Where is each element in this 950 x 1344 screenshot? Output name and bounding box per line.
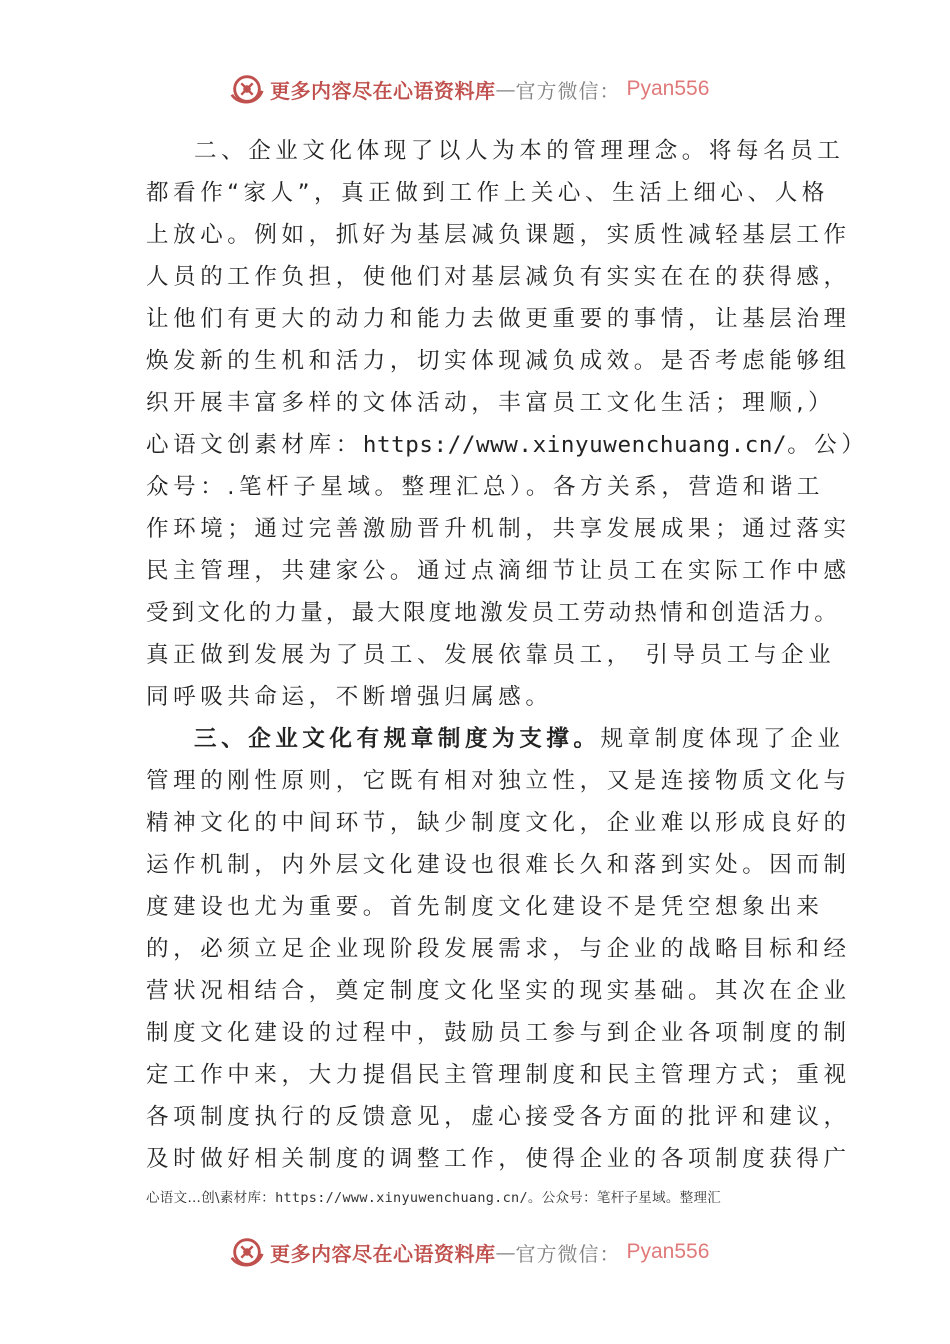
text-line-url <box>146 424 869 466</box>
text-line: 及时做好相关制度的调整工作，使得企业的各项制度获得广 <box>146 1146 851 1172</box>
text-line: 织开展丰富多样的文体活动，丰富员工文化生活；理顺,） <box>146 390 836 416</box>
banner-wechat-id: Pyan556 <box>626 1240 710 1263</box>
text-line: 众号：.笔杆子星域。整理汇总）。各方关系，营造和谐工 <box>146 474 825 500</box>
text-line: 度建设也尤为重要。首先制度文化建设不是凭空想象出来 <box>146 894 824 920</box>
text-line: 焕发新的生机和活力，切实体现减负成效。是否考虑能够组 <box>146 348 851 374</box>
text-line: 真正做到发展为了员工、发展依靠员工， 引导员工与企业 <box>146 642 836 668</box>
banner-wechat-id: Pyan556 <box>626 77 710 100</box>
footer-prefix: 心语文…创\素材库： <box>146 1190 276 1206</box>
text-line: 人员的工作负担，使他们对基层减负有实实在在的获得感， <box>146 264 851 290</box>
footer-source-line <box>146 1186 721 1206</box>
text-line: 管理的刚性原则，它既有相对独立性，又是连接物质文化与 <box>146 768 851 794</box>
document-body <box>146 130 869 1180</box>
text-line: 民主管理，共建家公。通过点滴细节让员工在实际工作中感 <box>146 558 851 584</box>
text-line: 让他们有更大的动力和能力去做更重要的事情，让基层治理 <box>146 306 851 332</box>
text-line: 精神文化的中间环节，缺少制度文化，企业难以形成良好的 <box>146 810 851 836</box>
banner-dash: — <box>495 77 516 101</box>
url-line-suffix: 。公） <box>787 432 869 458</box>
text-line: 营状况相结合，奠定制度文化坚实的现实基础。其次在企业 <box>146 978 851 1004</box>
text-line: 制度文化建设的过程中，鼓励员工参与到企业各项制度的制 <box>146 1020 851 1046</box>
footer-url-link[interactable]: https://www.xinyuwenchuang.cn/ <box>275 1190 528 1206</box>
text-line: 都看作“家人”，真正做到工作上关心、生活上细心、人格 <box>146 180 829 206</box>
text-line: 各项制度执行的反馈意见，虚心接受各方面的批评和建议， <box>146 1104 851 1130</box>
text-line: 受到文化的力量，最大限度地激发员工劳动热情和创造活力。 <box>146 600 840 626</box>
text-line: 定工作中来，大力提倡民主管理制度和民主管理方式；重视 <box>146 1062 851 1088</box>
banner-wechat-label: 官方微信： <box>515 1241 621 1266</box>
text-line: 上放心。例如，抓好为基层减负课题，实质性减轻基层工作 <box>146 222 851 248</box>
text-line: 的，必须立足企业现阶段发展需求，与企业的战略目标和经 <box>146 936 851 962</box>
text-line: 运作机制，内外层文化建设也很难长久和落到实处。因而制 <box>146 852 851 878</box>
url-line-link[interactable]: https://www.xinyuwenchuang.cn/ <box>362 432 788 458</box>
banner-dash: — <box>495 1240 516 1264</box>
section-heading-line <box>146 718 846 760</box>
banner-wechat-label: 官方微信： <box>515 78 621 103</box>
text-line: 作环境；通过完善激励晋升机制，共享发展成果；通过落实 <box>146 516 851 542</box>
url-line-prefix: 心语文创素材库： <box>146 432 363 458</box>
banner-title: 更多内容尽在心语资料库 <box>270 78 496 103</box>
section-heading: 三、企业文化有规章制度为支撑。 <box>194 726 601 752</box>
text-line: 二、企业文化体现了以人为本的管理理念。将每名员工 <box>194 138 845 164</box>
section-heading-rest: 规章制度体现了企业 <box>600 726 845 752</box>
text-line: 同呼吸共命运，不断增强归属感。 <box>146 684 553 710</box>
footer-suffix: 。公众号：笔杆子星域。整理汇 <box>527 1190 722 1206</box>
logo-icon <box>228 70 266 108</box>
footer-banner <box>228 1233 709 1271</box>
banner-title: 更多内容尽在心语资料库 <box>270 1241 496 1266</box>
logo-icon <box>228 1233 266 1271</box>
header-banner <box>228 70 709 108</box>
